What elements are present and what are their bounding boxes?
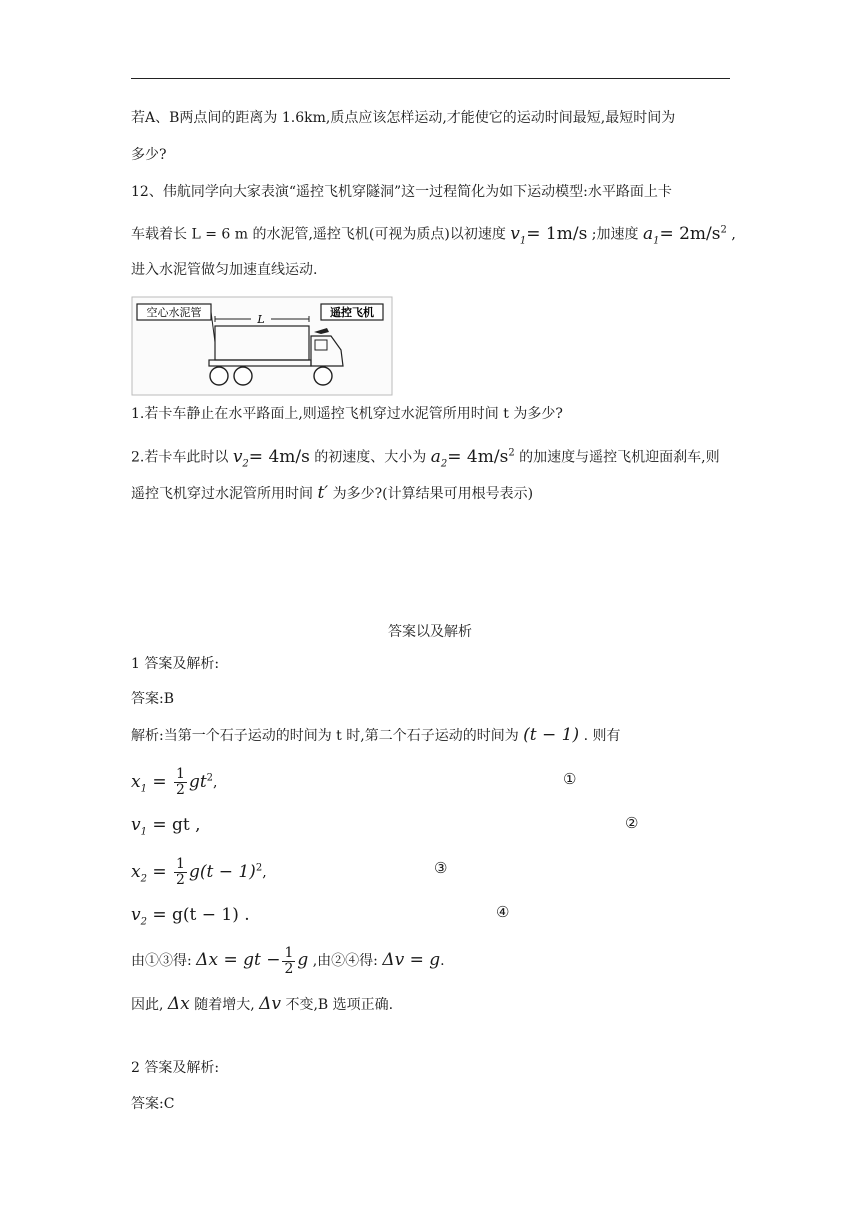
- problem12-line2-text-a: 车载着长 L = 6 m 的水泥管,遥控飞机(可视为质点)以初速度: [131, 226, 506, 243]
- derive-text-b: ,由②④得:: [312, 953, 378, 969]
- equation-mark-4: ④: [496, 903, 510, 921]
- answer2-choice: 答案:C: [131, 1096, 175, 1112]
- answer2-title: 2 答案及解析:: [131, 1060, 220, 1076]
- equation-2: $v_1$ = gt ,: [131, 815, 201, 838]
- analysis-text-a: 解析:当第一个石子运动的时间为 t 时,第二个石子运动的时间为: [131, 728, 519, 744]
- equation-3: $x_2$ = $\frac{1}{2}$ $g(t - 1)^2$,: [131, 856, 267, 889]
- v1-equation: $v_1= 1m/s$: [510, 223, 588, 247]
- problem12-line2: [131, 220, 736, 251]
- equation-4: $v_2 = g(t - 1)$ .: [131, 905, 250, 928]
- conclusion-line: 因此, Δx 随着增大, Δv 不变,B 选项正确.: [131, 994, 394, 1014]
- q2-line2-text-a: 遥控飞机穿过水泥管所用时间: [131, 486, 313, 502]
- figure-label-left: 空心水泥管: [146, 306, 202, 319]
- equation-mark-2: ②: [625, 814, 639, 832]
- a2-equation: $a_2= 4m/s^2$: [430, 446, 515, 470]
- equation-1: $x_1$ = $\frac{1}{2}$ $gt^2$,: [131, 766, 218, 799]
- derive-text-a: 由①③得:: [131, 953, 192, 969]
- truck-pipe-figure: [131, 296, 393, 396]
- conclusion-delta-x: Δx: [167, 994, 190, 1014]
- derivation-line: 由①③得: Δx = gt − $\frac{1}{2}$ g ,由②④得: Δv = g.: [131, 944, 445, 977]
- figure-label-right: 遥控飞机: [330, 306, 374, 319]
- q2-text-a: 2.若卡车此时以: [131, 449, 229, 466]
- wheel-2: [234, 367, 252, 385]
- conclusion-delta-v: Δv: [259, 994, 282, 1014]
- problem12-line2-text-b: ;加速度: [591, 226, 639, 243]
- problem12-question2-line2: [131, 483, 533, 504]
- answers-heading: 答案以及解析: [388, 624, 472, 640]
- problem11-text-line2: 多少?: [131, 147, 167, 163]
- v2-equation: $v_2= 4m/s$: [232, 446, 310, 470]
- problem12-line2-comma: ,: [731, 226, 736, 243]
- problem12-title: 12、伟航同学向大家表演“遥控飞机穿隧洞”这一过程简化为如下运动模型:水平路面上卡: [131, 184, 672, 200]
- wheel-3: [314, 367, 332, 385]
- problem12-question1: 1.若卡车静止在水平路面上,则遥控飞机穿过水泥管所用时间 t 为多少?: [131, 406, 563, 422]
- t-prime-symbol: t′: [317, 483, 329, 503]
- wheel-1: [210, 367, 228, 385]
- figure-label-L: L: [257, 313, 265, 326]
- problem12-line3: 进入水泥管做匀加速直线运动.: [131, 262, 318, 278]
- delta-v-expr: Δv = g: [382, 950, 441, 970]
- problem12-question2-line1: [131, 443, 720, 474]
- answer1-choice: 答案:B: [131, 691, 175, 707]
- analysis-paren-expr: (t − 1): [523, 725, 580, 745]
- q2-text-b: 的初速度、大小为: [314, 449, 427, 466]
- q2-line2-text-b: 为多少?(计算结果可用根号表示): [332, 486, 534, 502]
- answer1-title: 1 答案及解析:: [131, 656, 220, 672]
- delta-x-expr: Δx = gt −: [196, 950, 281, 970]
- a1-equation: $a_1= 2m/s^2$: [642, 223, 727, 247]
- problem11-text-line1: 若A、B两点间的距离为 1.6km,质点应该怎样运动,才能使它的运动时间最短,最短时间为: [131, 110, 676, 126]
- q2-text-c: 的加速度与遥控飞机迎面刹车,则: [519, 449, 720, 466]
- analysis-text-b: . 则有: [583, 728, 621, 744]
- answer1-analysis: [131, 725, 620, 746]
- equation-mark-3: ③: [434, 859, 448, 877]
- header-rule: [131, 78, 730, 79]
- equation-mark-1: ①: [563, 770, 577, 788]
